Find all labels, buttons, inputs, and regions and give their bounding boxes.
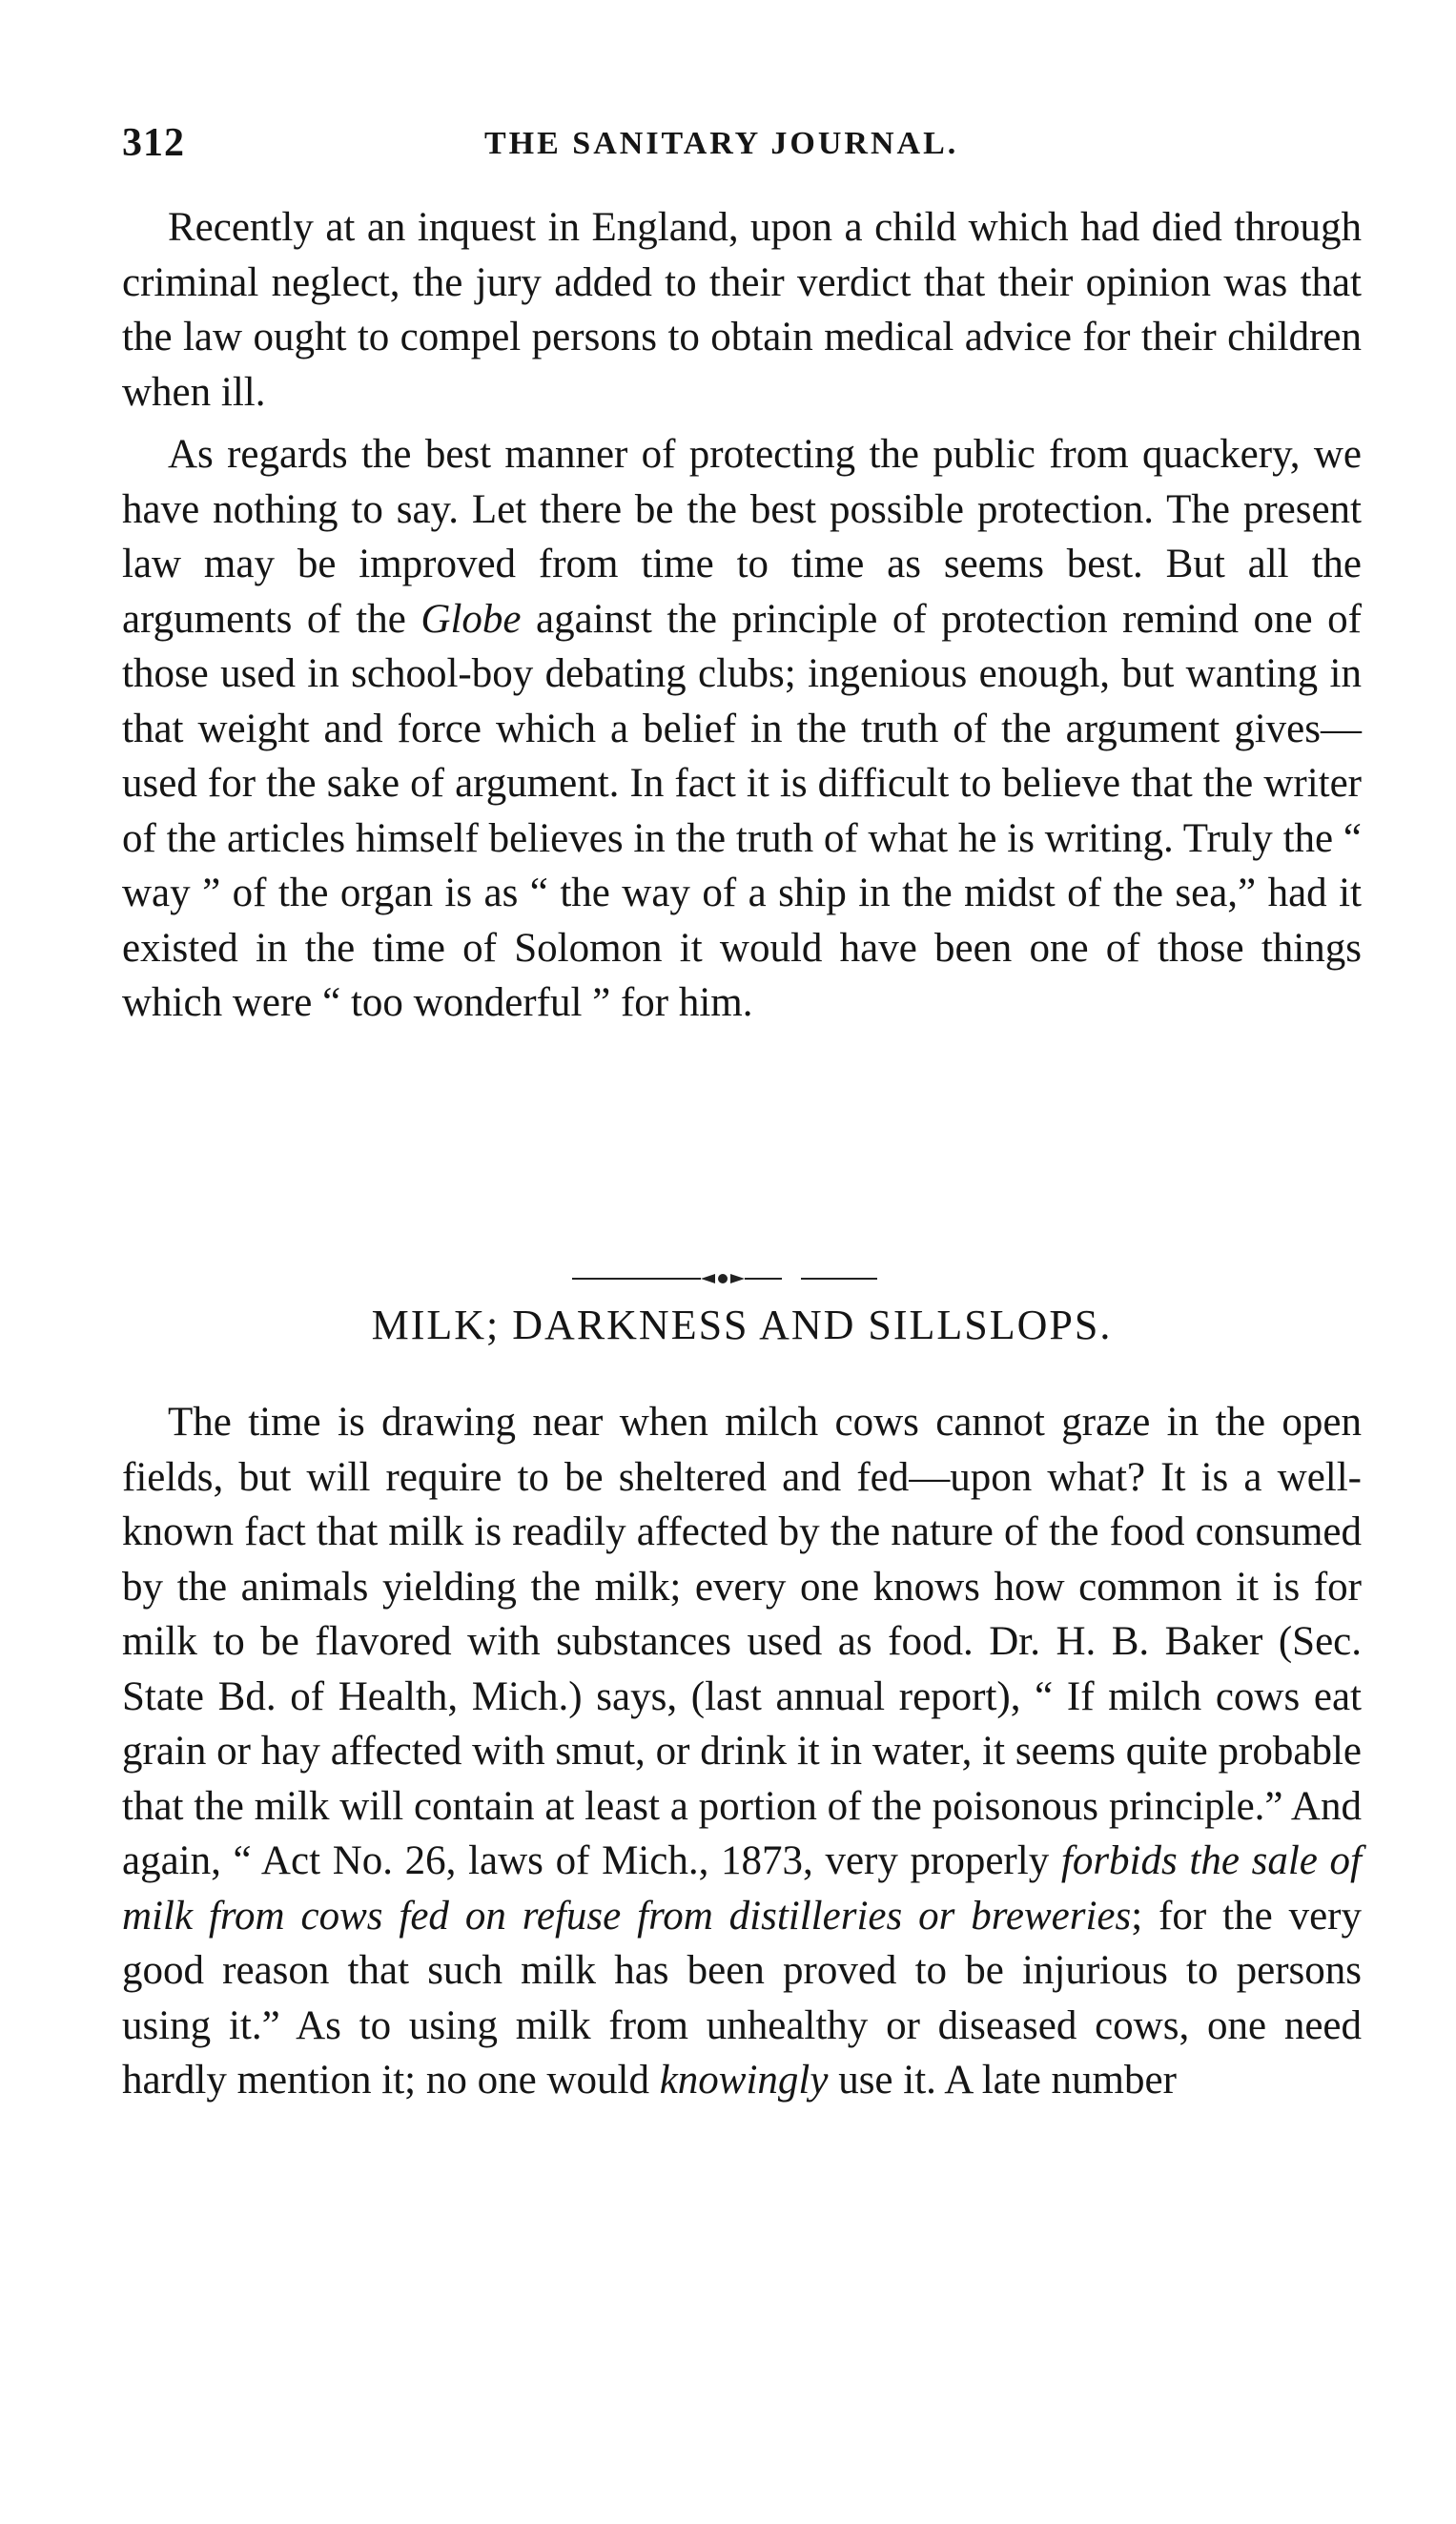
article-1-body-continued: [122, 427, 1362, 1031]
paragraph: [122, 1395, 1362, 2108]
paragraph-text: The time is drawing near when milch cows cannot graze in the open fields, but will require to be sheltered and fed—upon what? It is a well-known fact that milk is readily affected by the nature of the food consumed by the animals yielding the milk; every one knows how common it is for milk to be flavored with substances used as food. Dr. H. B. Baker (Sec. State Bd. of Health, Mich.) says, (last annual report), “ If milch cows eat grain or hay affected with smut, or drink it in water, it seems quite probable that the milk will contain at least a portion of the poisonous principle.” And again, “ Act No. 26, laws of Mich., 1873, very properly: [122, 1400, 1362, 1883]
page-header: [122, 120, 1362, 177]
paragraph-text: use it. A late number: [828, 2058, 1177, 2103]
paragraph-text: against the principle of protection remind one of those used in school-boy debating clubs; ingenious enough, but wanting in that weight and force which a belief in the truth of the argument gives—used for the sake of argument. In fact it is difficult to believe that the writer of the articles himself believes in the truth of what he is writing. Truly the “ way ” of the organ is as “ the way of a ship in the midst of the sea,” had it existed in the time of Solomon it would have been one of those things which were “ too wonderful ” for him.: [122, 596, 1362, 1025]
paragraph-text: As regards the best manner of protecting the public from quackery, we have nothing to say. Let there be the best possible protection. The present law may be improved from time to time as seems best. But all the arguments of the: [122, 432, 1362, 642]
paragraph-text: ; for the very good reason that such milk has been proved to be injurious to persons using it.” As to using milk from unhealthy or diseased cows, one need hardly mention it; no one would: [122, 1893, 1363, 2103]
paragraph: Recently at an inquest in England, upon a child which had died through criminal neglect, the jury added to their verdict that their opinion was that the law ought to compel persons to obtain medical advice for their children when ill.: [122, 205, 1362, 415]
page-number: 312: [122, 121, 185, 165]
publication-name: Globe: [420, 596, 522, 642]
paragraph: [122, 427, 1362, 1031]
article-2-body: [122, 1395, 1362, 2108]
italic-text: knowingly: [659, 2058, 829, 2103]
article-title: MILK; DARKNESS AND SILLSLOPS.: [371, 1302, 1113, 1348]
article-1-body: [122, 200, 1362, 420]
running-head: THE SANITARY JOURNAL.: [484, 126, 959, 161]
italic-text: forbids the sale of milk from cows fed on refuse from distilleries or breweries: [122, 1838, 1363, 1939]
section-divider-ornament: [572, 1269, 877, 1288]
